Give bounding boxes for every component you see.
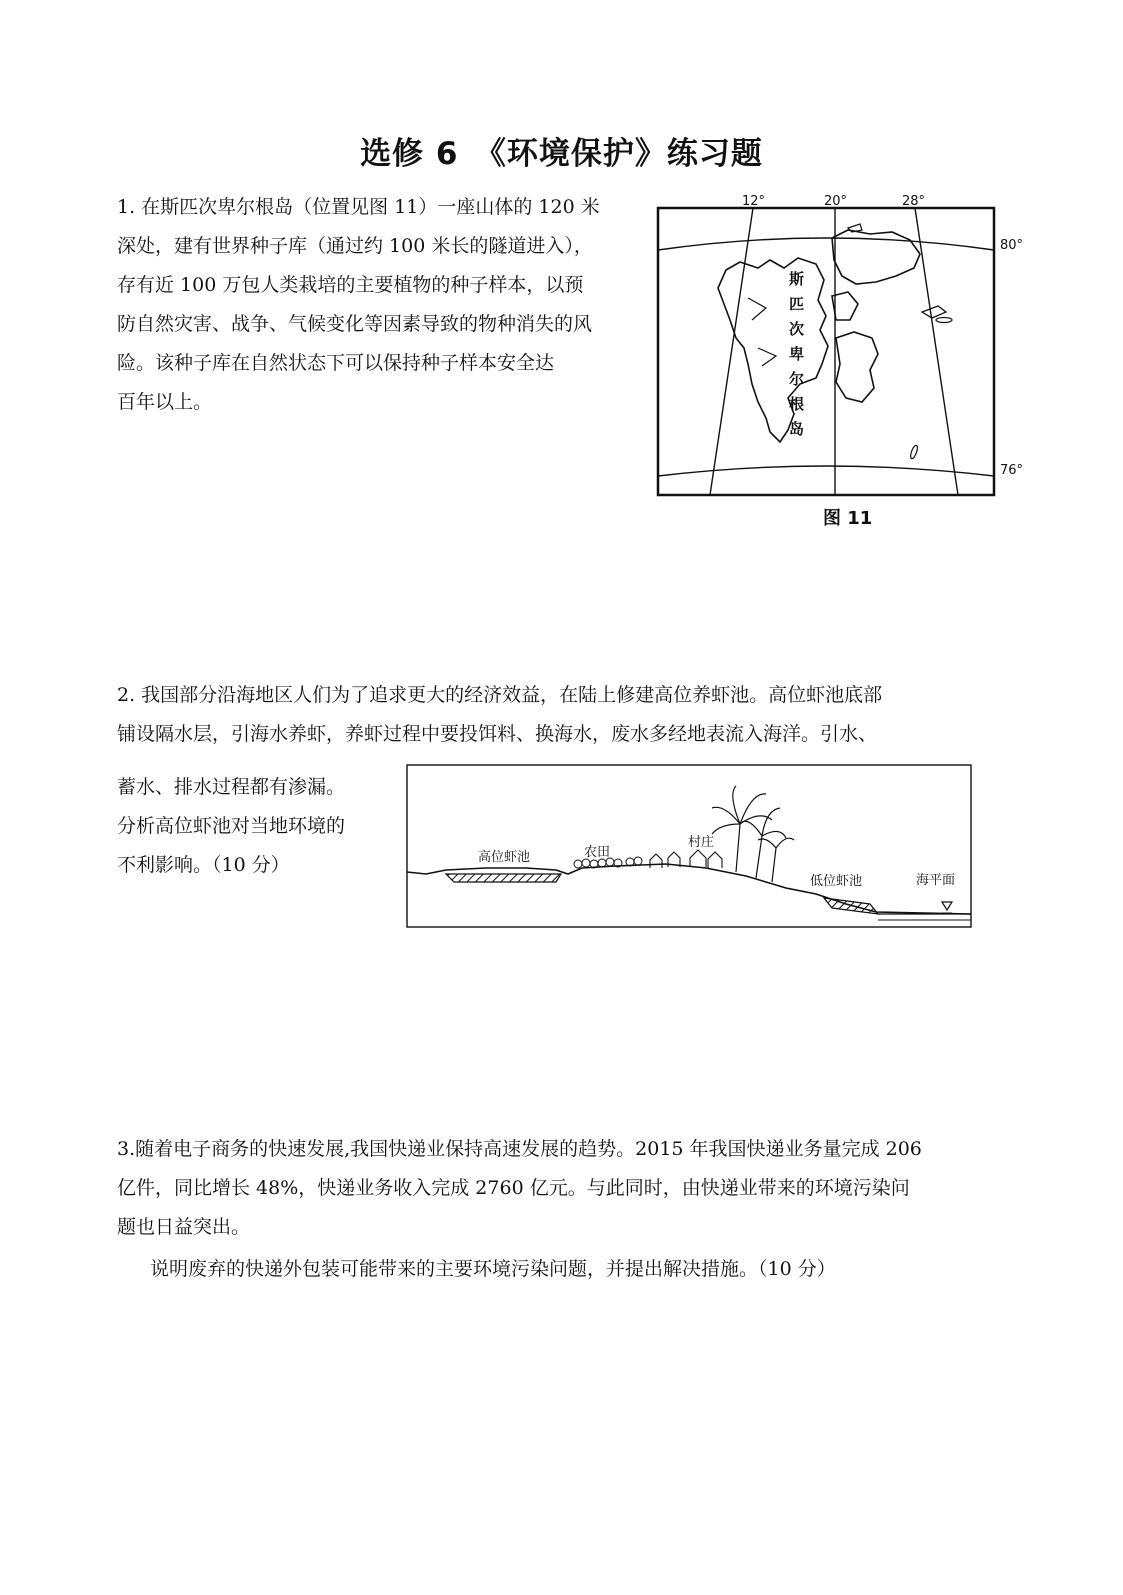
q2-line: 不利影响。（10 分） (117, 854, 290, 876)
svalbard-map-figure (648, 188, 1036, 538)
q2-line: 铺设隔水层，引海水养虾，养虾过程中要投饵料、换海水，废水多经地表流入海洋。引水、 (117, 723, 878, 745)
lat-label: 76° (1000, 463, 1024, 478)
q1-line: 险。该种子库在自然状态下可以保持种子样本安全达 (117, 352, 555, 374)
low-shrimp-pond (824, 898, 878, 914)
island-label-char: 斯 (789, 270, 805, 288)
q2-line: 分析高位虾池对当地环境的 (117, 815, 346, 837)
q3-line: 亿件，同比增长 48%，快递业务收入完成 2760 亿元。与此同时，由快递业带来的环境污染问 (117, 1177, 910, 1199)
palm-trees (712, 786, 794, 882)
barentsoya-island (832, 292, 858, 320)
q1-line: 1. 在斯匹次卑尔根岛（位置见图 11）一座山体的 120 米 (117, 196, 600, 218)
question-3-text (117, 1130, 1007, 1247)
ground-profile (407, 864, 971, 914)
question-2-text (117, 676, 997, 754)
island-label-char: 次 (789, 320, 805, 338)
lat-label: 80° (1000, 238, 1024, 253)
q2-line: 蓄水、排水过程都有渗漏。 (117, 776, 346, 798)
village-label: 村庄 (688, 835, 715, 850)
figure-caption: 图 11 (823, 508, 873, 529)
q1-line: 防自然灾害、战争、气候变化等因素导致的物种消失的风 (117, 313, 593, 335)
farmland-label: 农田 (584, 845, 611, 860)
q3-line: 3.随着电子商务的快速发展,我国快递业保持高速发展的趋势。2015 年我国快递业务量完成 206 (117, 1138, 922, 1160)
low-pond-label: 低位虾池 (810, 874, 863, 889)
question-1-text (117, 188, 637, 422)
high-shrimp-pond (446, 874, 561, 882)
q3-line: 题也日益突出。 (117, 1216, 251, 1238)
question-3-subquestion: 说明废弃的快递外包装可能带来的主要环境污染问题，并提出解决措施。（10 分） (150, 1258, 836, 1280)
island-label-char: 根 (789, 395, 805, 413)
island-label-char: 卑 (789, 345, 805, 363)
question-2-side-text (117, 768, 407, 885)
high-pond-label: 高位虾池 (478, 850, 531, 865)
lon-label: 12° (742, 194, 766, 209)
q1-line: 存有近 100 万包人类栽培的主要植物的种子样本，以预 (117, 274, 584, 296)
island-label-char: 岛 (789, 420, 805, 438)
spitsbergen-island (718, 258, 828, 442)
lon-label: 20° (824, 194, 848, 209)
q2-line: 2. 我国部分沿海地区人们为了追求更大的经济效益，在陆上修建高位养虾池。高位虾池底部 (117, 684, 883, 706)
lon-label: 28° (902, 194, 926, 209)
sea-level-label: 海平面 (916, 873, 956, 888)
page-title: 选修 6 《环境保护》练习题 (360, 136, 763, 172)
edgeoya-island (836, 332, 878, 402)
island-label-char: 尔 (789, 370, 805, 388)
q1-line: 百年以上。 (117, 391, 213, 413)
island-label-char: 匹 (789, 295, 805, 313)
shrimp-pond-cross-section (406, 764, 972, 932)
q1-line: 深处，建有世界种子库（通过约 100 米长的隧道进入）， (117, 235, 593, 257)
